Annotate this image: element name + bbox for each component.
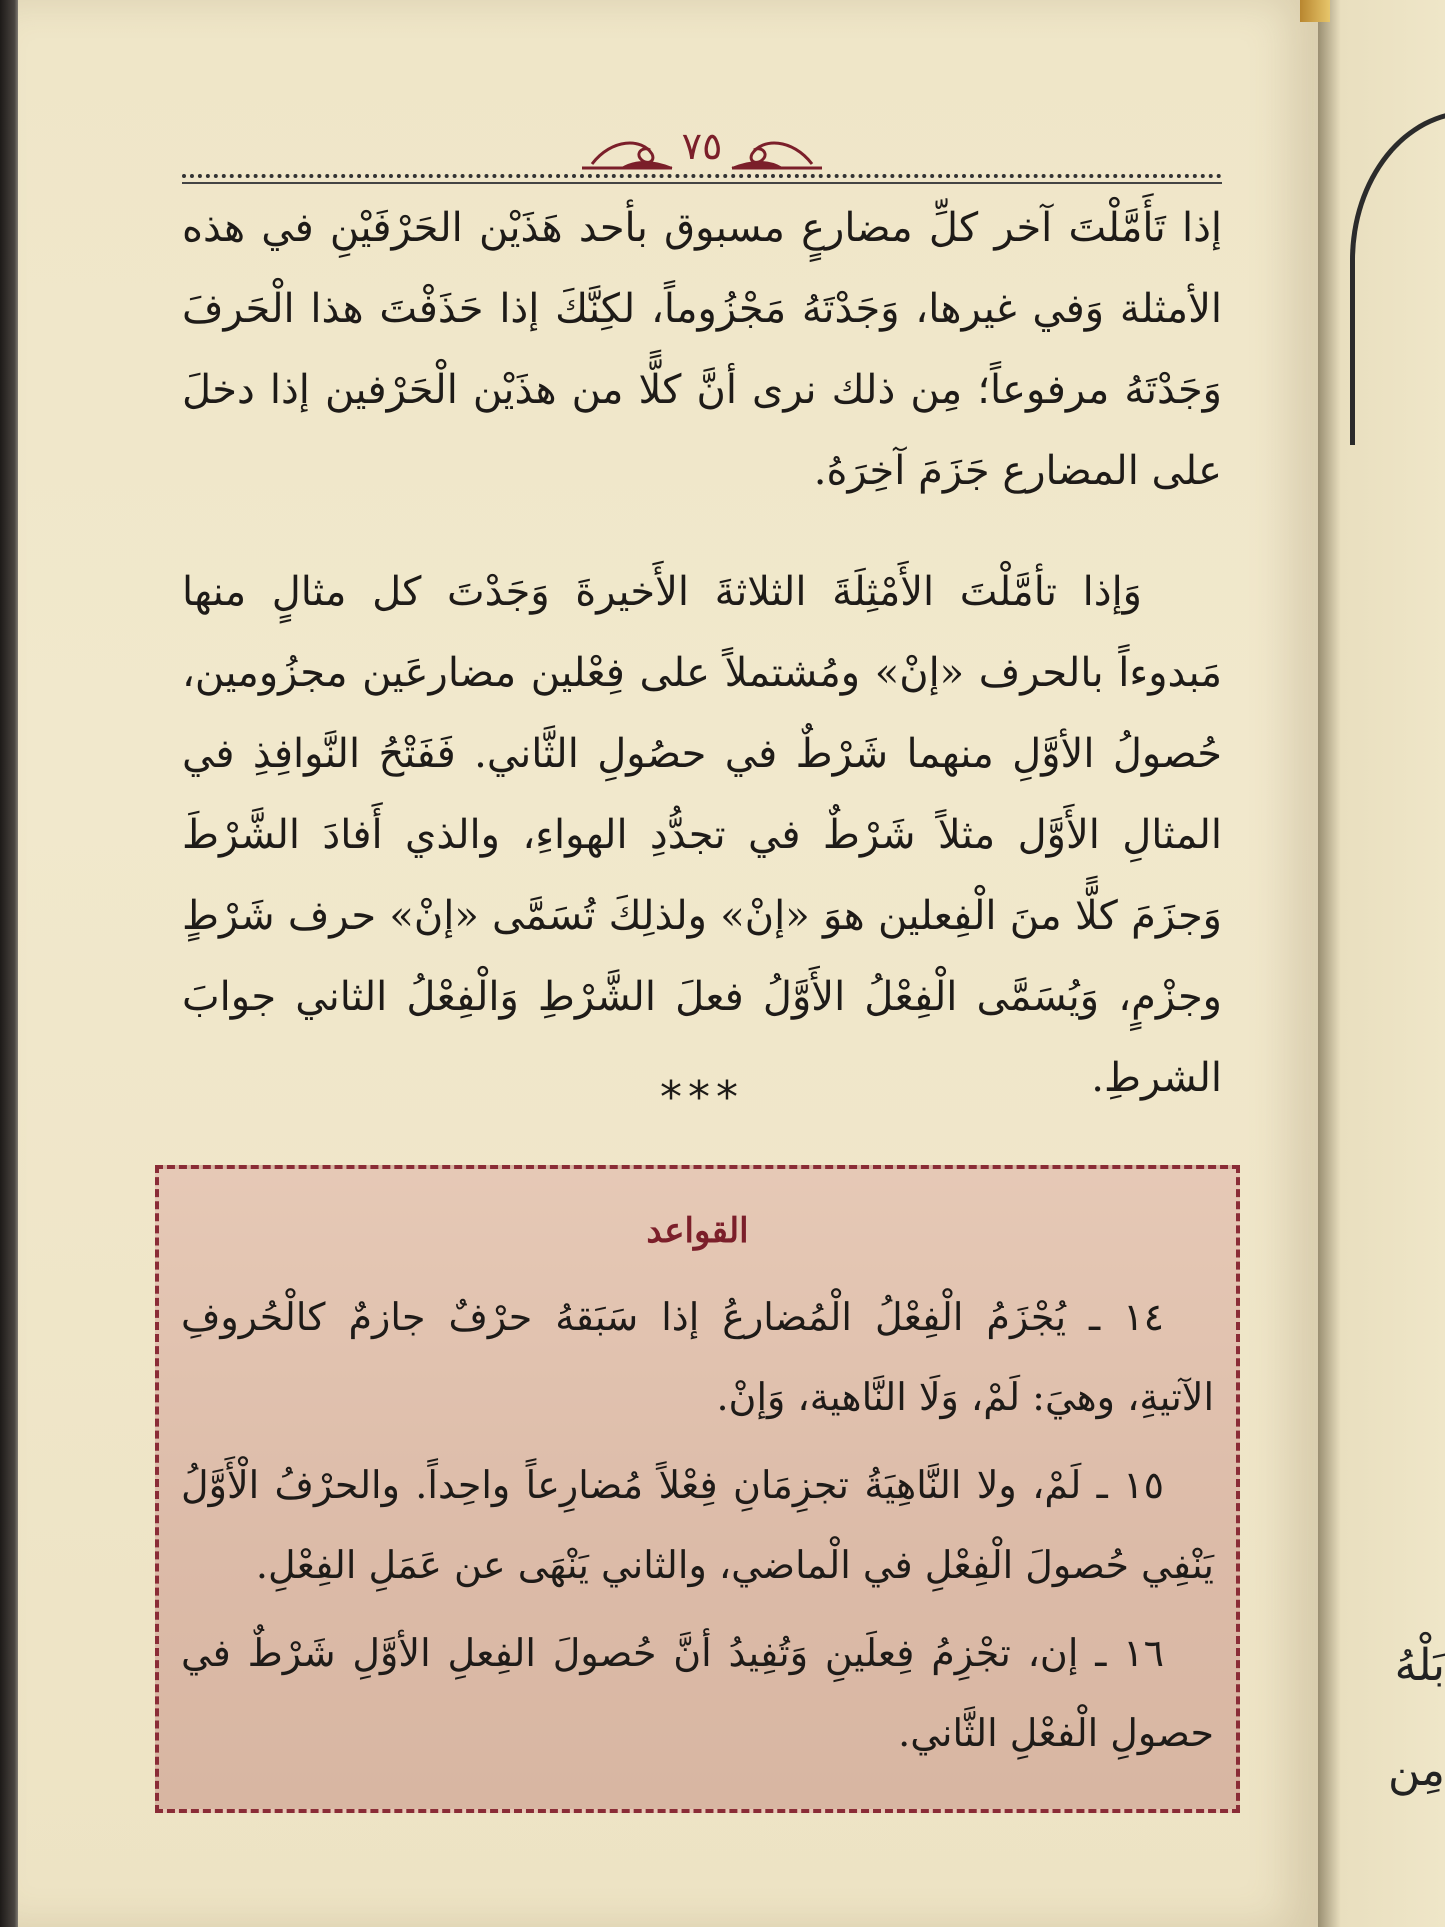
rule-item: ١٤ ـ يُجْزَمُ الْفِعْلُ الْمُضارعُ إذا سَبَقهُ حرْفٌ جازمٌ كالْحُروفِ الآتيةِ، وهيَ: لَمْ، وَلَا النَّاهية، وَإنْ. (181, 1295, 1214, 1419)
header-dotted-rule (182, 174, 1222, 178)
facing-page-fragment: بَلْهُ (1394, 1640, 1445, 1691)
rule-item: ١٦ ـ إن، تجْزِمُ فِعلَينِ وَتُفِيدُ أنَّ حُصولَ الفِعلِ الأوَّلِ شَرْطٌ في حصولِ الْفعْلِ الثَّاني. (181, 1631, 1214, 1755)
page-header (182, 118, 1222, 188)
rules-title: القواعد (646, 1211, 749, 1251)
rule-item: ١٥ ـ لَمْ، ولا النَّاهِيَةُ تجزِمَانِ فِعْلاً مُضارِعاً واحِداً. والحرْفُ الْأَوَّلُ يَنْفِي حُصولَ الْفِعْلِ في الْماضي، والثاني يَنْهَى عن عَمَلِ الفِعْلِ. (181, 1463, 1214, 1587)
facing-page-fragment: مِن (1387, 1745, 1445, 1796)
rules-list (181, 1277, 1214, 1781)
header-rule (182, 182, 1222, 184)
body-text (182, 188, 1222, 1119)
rules-box (155, 1165, 1240, 1813)
paragraph: إذا تَأَمَّلْتَ آخر كلِّ مضارعٍ مسبوق بأحد هَذَيْن الحَرْفَيْنِ في هذه الأمثلة وَفي غيرها، وَجَدْتَهُ مَجْزُوماً، لكِنَّكَ إذا حَذَفْتَ هذا الْحَرفَ وَجَدْتَهُ مرفوعاً؛ مِن ذلك نرى أنَّ كلًّا من هذَيْن الْحَرْفين إذا دخلَ على المضارع جَزَمَ آخِرَهُ. (182, 205, 1222, 494)
section-separator: *** (660, 1072, 744, 1123)
paragraph: وَإذا تأمَّلْتَ الأَمْثِلَةَ الثلاثةَ الأَخيرةَ وَجَدْتَ كل مثالٍ منها مَبدوءاً بالحرف «إنْ» ومُشتملاً على فِعْلين مضارعَين مجزُومين، حُصولُ الأوَّلِ منهما شَرْطٌ في حصُولِ الثَّاني. فَفَتْحُ النَّوافِذِ في المثالِ الأَوَّل مثلاً شَرْطٌ في تجدُّدِ الهواءِ، والذي أَفادَ الشَّرْطَ وَجزَمَ كلًّا منَ الْفِعلين هوَ «إنْ» ولذلِكَ تُسَمَّى «إنْ» حرف شَرْطٍ وجزْمٍ، وَيُسَمَّى الْفِعْلُ الأَوَّلُ فعلَ الشَّرْطِ وَالْفِعْلُ الثاني جوابَ الشرطِ. (182, 569, 1222, 1101)
page-number: ٧٥ (681, 124, 723, 168)
gilded-edge (1300, 0, 1330, 22)
